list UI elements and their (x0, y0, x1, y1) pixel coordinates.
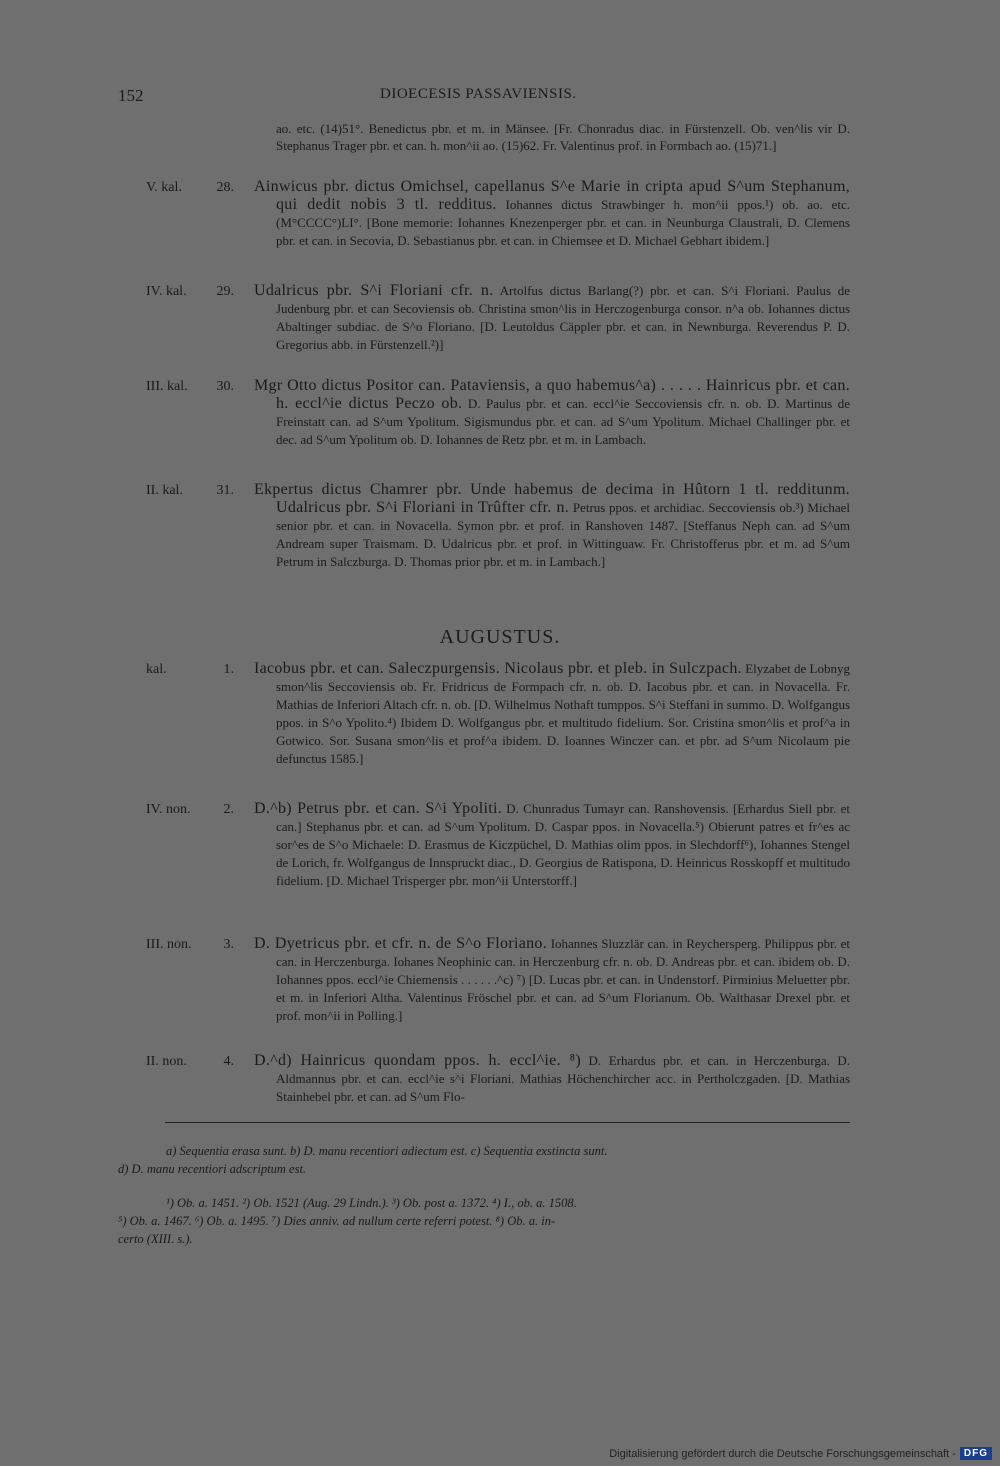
entry-text: ao. etc. (14)51°. Benedictus pbr. et m. in Mänsee. [Fr. Chonradus diac. in Fürstenzell. Ob. ven^lis vir D. Stephanus Trager pbr. et can. h. mon^ii ao. (15)62. Fr. Valentinus prof. in Formbach ao. (15)71.] (276, 121, 850, 153)
entry-text: Iohannes dictus Strawbinger h. mon^ii ppos.¹) ob. ao. etc. (M°CCCC°)LI°. [Bone memorie: Iohannes Knezenperger pbr. et can. in Neunburga Claustrali, D. Clemens pbr. et can. in Secovia, D. Sebastianus pbr. et can. in Chiemsee et D. Michael Gebhart ibidem.] (276, 197, 850, 248)
entry-aug-3 (118, 935, 850, 1025)
entry-jul-31 (118, 481, 850, 571)
footer-text: Digitalisierung gefördert durch die Deutsche Forschungsgemeinschaft - (609, 1447, 956, 1460)
entry-text: Artolfus dictus Barlang(?) pbr. et can. S^i Floriani. Paulus de Judenburg pbr. et can Secoviensis ob. Christina smon^lis in Herczogenburga consor. n^a ob. Iohannes dictus Abaltinger subdiac. de S^o Floriano. [D. Leutoldus Cäppler pbr. et can. in Newnburga. Reverendus P. D. Gregorius abb. in Fürstenzell.²)] (276, 283, 850, 352)
entry-date-roman: II. non. (146, 1054, 187, 1069)
entry-date-roman: kal. (146, 662, 167, 677)
entry-lead: D. Dyetricus pbr. et cfr. n. de S^o Floriano. (254, 935, 548, 952)
note-line: a) Sequentia erasa sunt. b) D. manu recentiori adiectum est. c) Sequentia exstincta sunt. (166, 1144, 608, 1158)
footnote-divider (165, 1122, 850, 1123)
entry-lead: Ainwicus pbr. dictus Omichsel, capellanus S^e Marie in cripta apud S^um Stephanum, qui dedit nobis 3 tl. redditus. (254, 178, 850, 213)
entry-jul-30 (118, 377, 850, 449)
entry-text: Elyzabet de Lobnyg smon^lis Seccoviensis ob. Fr. Fridricus de Formpach cfr. n. ob. D. Iacobus pbr. et can. in Novacella. Fr. Mathias de Inferiori Altach cfr. n. ob. [D. Wilhelmus Nothaft tumppos. S^i Steffani in summo. D. Wolfgangus ppos. in S^o Ypolito.⁴) Ibidem D. Wolfgangus pbr. et multitudo fidelium. Sor. Cristina smon^lis et prof^a in Gotwico. Sor. Susana smon^lis et prof^a ibidem. D. Ioannes Winczer can. et pbr. ad S^um Nicolaum pie defunctus 1585.] (276, 661, 850, 766)
entry-continuation (118, 120, 850, 154)
entry-date-roman: II. kal. (146, 483, 183, 498)
entry-lead: D.^b) Petrus pbr. et can. S^i Ypoliti. (254, 800, 503, 817)
note-line: certo (XIII. s.). (118, 1232, 193, 1246)
note-line: d) D. manu recentiori adscriptum est. (118, 1162, 307, 1176)
critical-apparatus (118, 1142, 850, 1178)
entry-lead: Udalricus pbr. S^i Floriani cfr. n. (254, 282, 494, 299)
entry-date-day: 30. (216, 379, 234, 394)
dfg-logo-icon[interactable]: DFG (960, 1447, 992, 1460)
note-line: ¹) Ob. a. 1451. ²) Ob. 1521 (Aug. 29 Lindn.). ³) Ob. post a. 1372. ⁴) I., ob. a. 1508. (166, 1196, 577, 1210)
entry-date-day: 1. (223, 662, 234, 677)
entry-text: Petrus ppos. et archidiac. Seccoviensis ob.³) Michael senior pbr. et can. in Novacella. Symon pbr. et prof. in Ranshoven 1487. [Steffanus Neph can. ad S^um Andream super Traismam. D. Udalricus pbr. et prof. in Wittinguaw. Fr. Christofferus pbr. et m. ad S^um Petrum in Salczburga. D. Thomas prior pbr. et m. in Lambach.] (276, 500, 850, 569)
entry-text: D. Paulus pbr. et can. eccl^ie Seccoviensis cfr. n. ob. D. Martinus de Freinstatt can. ad S^um Ypolitum. Sigismundus pbr. et can. ad S^um Ypolitum. Michael Challinger pbr. et dec. ad S^um Ypolitum ob. D. Iohannes de Retz pbr. et m. in Lambach. (276, 396, 851, 447)
entry-date-day: 3. (223, 937, 234, 952)
entry-aug-4 (118, 1052, 850, 1106)
entry-lead: Mgr Otto dictus Positor can. Pataviensis, a quo habemus^a) . . . . . Hainricus pbr. et can. h. eccl^ie dictus Peczo ob. (254, 377, 850, 412)
entry-lead: Ekpertus dictus Chamrer pbr. Unde habemus de decima in Hûtorn 1 tl. redditunm. Udalricus pbr. S^i Floriani in Trûfter cfr. n. (254, 481, 850, 516)
page-number: 152 (118, 86, 144, 105)
entry-date-roman: III. kal. (146, 379, 188, 394)
section-title: AUGUSTUS. (439, 626, 561, 648)
entry-text: D. Erhardus pbr. et can. in Herczenburga. D. Aldmannus pbr. et can. eccl^ie s^i Floriani. Mathias Höchenchircher acc. in Pertholczgaden. [D. Mathias Stainhebel pbr. et can. ad S^um Flo- (276, 1053, 851, 1104)
entry-jul-29 (118, 282, 850, 354)
entry-date-roman: III. non. (146, 937, 192, 952)
entry-lead: D.^d) Hainricus quondam ppos. h. eccl^ie. ⁸) (254, 1052, 581, 1069)
entry-date-roman: IV. kal. (146, 284, 187, 299)
entry-date-roman: IV. non. (146, 802, 191, 817)
entry-text: D. Chunradus Tumayr can. Ranshovensis. [Erhardus Siell pbr. et can.] Stephanus pbr. et can. ad S^um Ypolitum. D. Caspar ppos. in Novacella.⁵) Obierunt patres et fr^es ac sor^es de S^o Michaele: D. Erasmus de Kiczpüchel, D. Mathias olim ppos. in Slechdorff⁶), Iohannes Stengel de Lorich, fr. Wolfgangus de Innspruckt diac., D. Georgius de Ratispona, D. Heinricus Rosskopff et multitudo fidelium. [D. Michael Trisperger pbr. mon^ii Unterstorff.] (276, 801, 851, 888)
running-title: DIOECESIS PASSAVIENSIS. (380, 86, 577, 102)
entry-date-day: 29. (216, 284, 234, 299)
entry-aug-1 (118, 660, 850, 768)
entry-date-day: 2. (223, 802, 234, 817)
digitization-footer (609, 1447, 992, 1460)
historical-notes (118, 1194, 850, 1248)
entry-date-roman: V. kal. (146, 180, 182, 195)
entry-date-day: 28. (216, 180, 234, 195)
entry-date-day: 31. (216, 483, 234, 498)
entry-date-day: 4. (223, 1054, 234, 1069)
note-line: ⁵) Ob. a. 1467. ⁶) Ob. a. 1495. ⁷) Dies anniv. ad nullum certe referri potest. ⁸) Ob. a. in- (118, 1214, 556, 1228)
entry-lead: Iacobus pbr. et can. Saleczpurgensis. Nicolaus pbr. et pleb. in Sulczpach. (254, 660, 742, 677)
entry-jul-28 (118, 178, 850, 250)
entry-text: Iohannes Sluzzlär can. in Reychersperg. Philippus pbr. et can. in Herczenburga. Iohanes Neophinic can. in Herczenburg cfr. n. ob. D. Andreas pbr. et can. ibidem ob. D. Iohannes ppos. eccl^ie Chiemensis . . . . . .^c) ⁷) [D. Lucas pbr. et can. in Undenstorf. Pirminius Meluetter pbr. et m. in Inferiori Altha. Valentinus Fröschel pbr. et can. ad S^um Florianum. Ob. Walthasar Drexel pbr. et prof. mon^ii in Polling.] (276, 936, 850, 1023)
entry-aug-2 (118, 800, 850, 890)
